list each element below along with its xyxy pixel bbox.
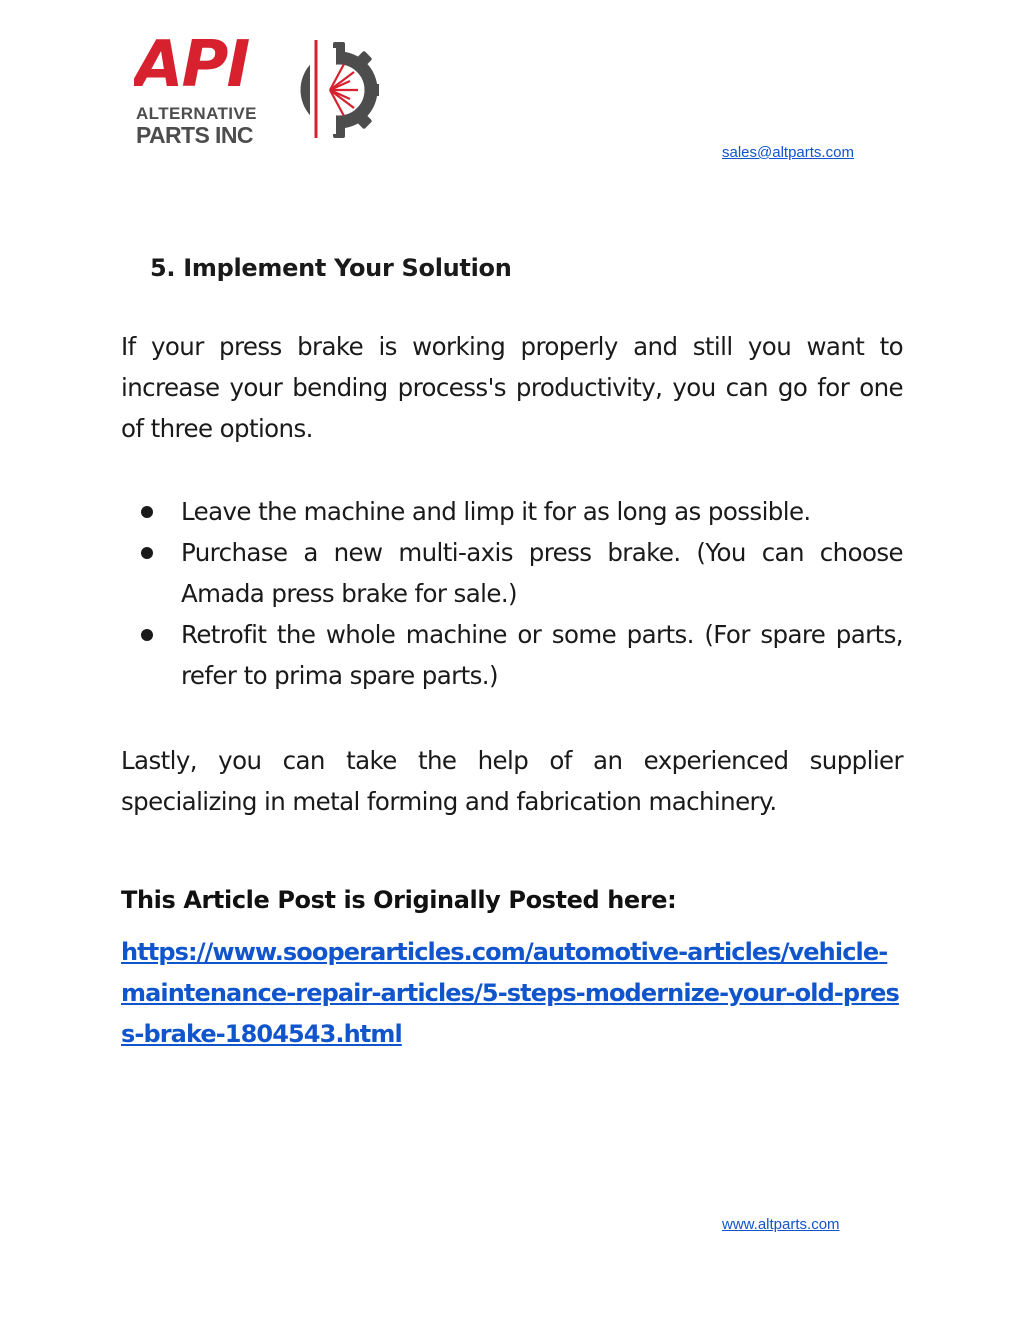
bullet-icon	[141, 629, 153, 641]
section-heading: 5. Implement Your Solution	[150, 254, 512, 282]
intro-paragraph: If your press brake is working properly and still you want to increase your bending process's productivity, you can go for one of three options.	[121, 332, 903, 443]
list-item	[121, 614, 903, 696]
logo-wordmark: API	[134, 28, 249, 102]
logo-tagline-line2: PARTS INC	[136, 122, 253, 148]
bullet-icon	[141, 506, 153, 518]
footer-website-link[interactable]: www.altparts.com	[722, 1216, 840, 1233]
company-logo	[134, 26, 379, 148]
source-heading: This Article Post is Originally Posted here:	[121, 886, 677, 914]
bullet-icon	[141, 547, 153, 559]
list-item-text: Retrofit the whole machine or some parts. (For spare parts, refer to prima spare parts.)	[181, 620, 903, 690]
closing-paragraph: Lastly, you can take the help of an experienced supplier specializing in metal forming and fabrication machinery.	[121, 746, 903, 816]
header-email-link[interactable]: sales@altparts.com	[722, 144, 854, 161]
list-item	[121, 532, 903, 614]
options-list	[121, 491, 903, 696]
list-item-text: Leave the machine and limp it for as long as possible.	[181, 497, 811, 526]
gear-icon	[307, 40, 379, 138]
logo-tagline-line1: ALTERNATIVE	[136, 104, 257, 123]
list-item	[121, 491, 903, 532]
source-article-link[interactable]: https://www.sooperarticles.com/automotive-articles/vehicle-maintenance-repair-articles/5-steps-modernize-your-old-press-brake-1804543.html	[121, 938, 899, 1048]
list-item-text: Purchase a new multi-axis press brake. (You can choose Amada press brake for sale.)	[181, 538, 903, 608]
